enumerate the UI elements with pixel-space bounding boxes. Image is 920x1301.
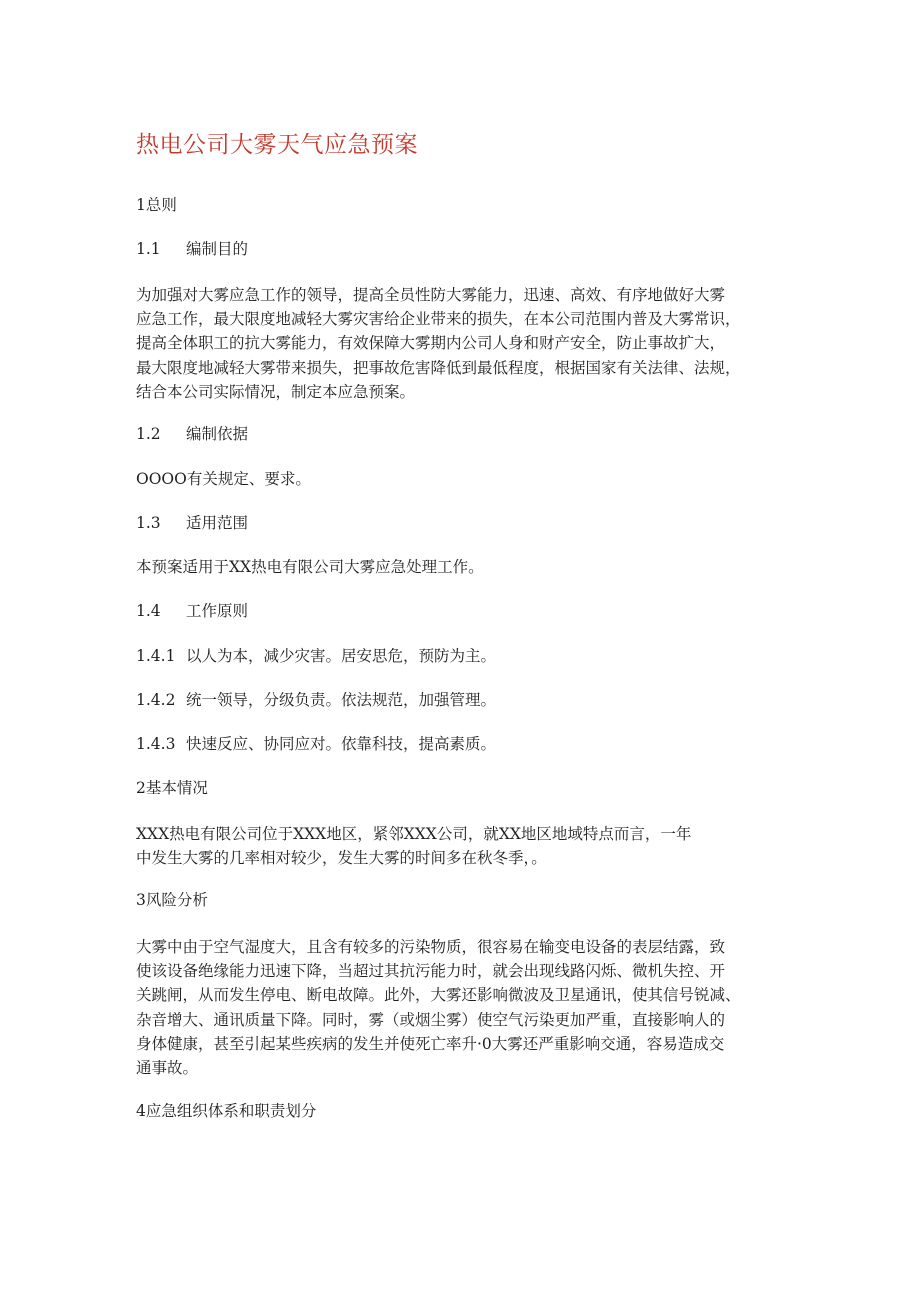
principle-1-4-2: [136, 689, 496, 711]
section-number: 1.2: [136, 425, 161, 443]
principle-text: 以人为本，减少灾害。居安思危，预防为主。: [186, 647, 497, 665]
subsection-heading-1-4: [136, 600, 248, 622]
paragraph-line: 结合本公司实际情况，制定本应急预案。: [136, 382, 416, 401]
paragraph-line: 为加强对大雾应急工作的领导，提高全员性防大雾能力，迅速、高效、有序地做好大雾: [136, 286, 726, 304]
principle-text: 快速反应、协同应对。依靠科技，提高素质。: [186, 735, 497, 753]
paragraph-purpose: [136, 283, 796, 404]
paragraph-line: 使该设备绝缘能力迅速下降，当超过其抗污能力时，就会出现线路闪烁、微机失控、开: [136, 962, 726, 981]
section-title: 编制依据: [186, 425, 249, 443]
principle-text: 统一领导，分级负责。依法规范，加强管理。: [186, 691, 497, 709]
paragraph-line: 大雾中由于空气湿度大，且含有较多的污染物质，很容易在输变电设备的表层结露，致: [136, 938, 726, 956]
paragraph-line: 身体健康，甚至引起某些疾病的发生并使死亡率升·0大雾还严重影响交通，容易造成交: [136, 1034, 725, 1053]
paragraph-basis: OOOO有关规定、要求。: [136, 470, 311, 488]
subsection-heading-1-3: [136, 512, 248, 534]
paragraph-line: XXX热电有限公司位于XXX地区，紧邻XXX公司，就XX地区地域特点而言，一年: [136, 825, 692, 843]
section-number: 1.4: [136, 602, 161, 620]
paragraph-line: 提高全体职工的抗大雾能力，有效保障大雾期内公司人身和财产安全，防止事故扩大，: [136, 334, 726, 353]
document-title: 热电公司大雾天气应急预案: [136, 132, 418, 158]
section-heading-2: 2基本情况: [136, 779, 208, 797]
section-title: 编制目的: [186, 240, 249, 258]
principle-1-4-3: [136, 733, 496, 755]
subsection-heading-1-1: [136, 238, 248, 260]
section-number: 1.4.2: [136, 691, 176, 709]
paragraph-line: 通事故。: [136, 1059, 199, 1078]
paragraph-risk-analysis: [136, 935, 796, 1080]
paragraph-line: 关跳闸，从而发生停电、断电故障。此外，大雾还影响微波及卫星通讯，使其信号锐减、: [136, 986, 741, 1005]
section-heading-4: 4应急组织体系和职责划分: [136, 1102, 317, 1120]
paragraph-scope: 本预案适用于XX热电有限公司大雾应急处理工作。: [136, 558, 484, 576]
section-number: 1.1: [136, 240, 161, 258]
paragraph-line: 中发生大雾的几率相对较少，发生大雾的时间多在秋冬季，。: [136, 849, 547, 868]
section-title: 工作原则: [186, 602, 249, 620]
section-heading-3: 3风险分析: [136, 891, 208, 909]
principle-1-4-1: [136, 645, 496, 667]
section-number: 1.4.1: [136, 647, 176, 665]
paragraph-line: 杂音增大、通讯质量下降。同时，雾（或烟尘雾）使空气污染更加严重，直接影响人的: [136, 1010, 726, 1029]
section-heading-1: 1总则: [136, 196, 177, 214]
section-number: 1.3: [136, 514, 161, 532]
section-number: 1.4.3: [136, 735, 176, 753]
section-title: 适用范围: [186, 514, 249, 532]
paragraph-basic-info: [136, 822, 796, 870]
subsection-heading-1-2: [136, 423, 248, 445]
paragraph-line: 应急工作，最大限度地减轻大雾灾害给企业带来的损失，在本公司范围内普及大雾常识，: [136, 310, 741, 329]
paragraph-line: 最大限度地减轻大雾带来损失，把事故危害降低到最低程度，根据国家有关法律、法规，: [136, 358, 741, 377]
